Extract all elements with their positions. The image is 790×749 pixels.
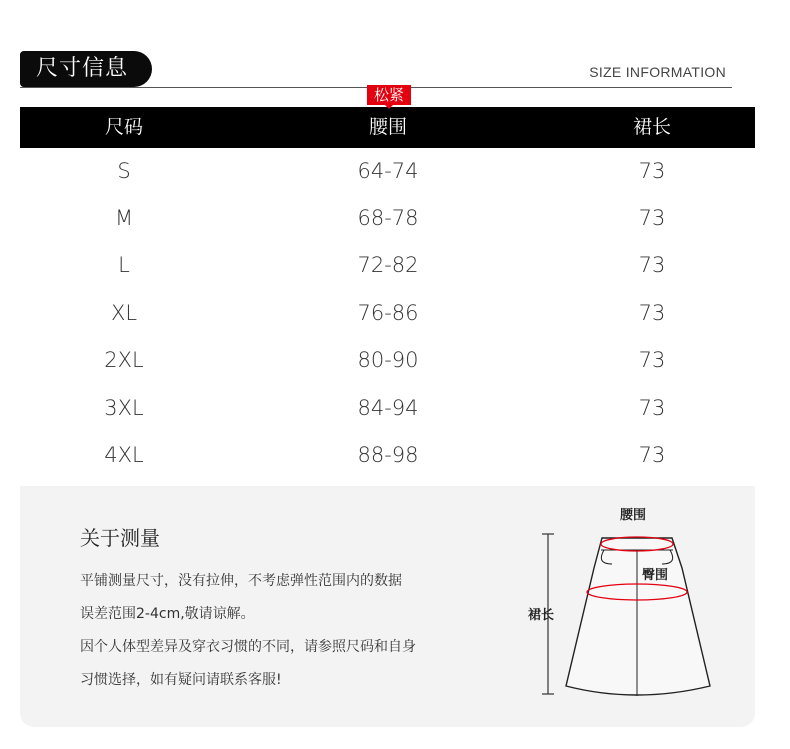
elastic-badge-pointer (384, 104, 394, 109)
note-line: 因个人体型差异及穿衣习惯的不同，请参照尺码和自身 (80, 639, 416, 655)
column-header-waist: 腰围 (368, 116, 408, 138)
section-subtitle-en: SIZE INFORMATION (589, 64, 726, 80)
table-row (20, 195, 755, 242)
elastic-badge: 松紧 (367, 85, 411, 105)
cell-size: 2XL (104, 348, 144, 372)
section-title: 尺寸信息 (20, 51, 152, 87)
cell-length: 73 (638, 396, 666, 420)
cell-waist: 72-82 (357, 253, 419, 277)
cell-length: 73 (638, 253, 666, 277)
cell-length: 73 (638, 159, 666, 183)
cell-size: M (114, 206, 134, 230)
hip-label: 臀围 (642, 568, 669, 583)
cell-waist: 64-74 (357, 159, 419, 183)
note-line: 平铺测量尺寸，没有拉伸，不考虑弹性范围内的数据 (80, 573, 402, 589)
cell-size: 3XL (104, 396, 144, 420)
table-row (20, 148, 755, 195)
cell-waist: 88-98 (357, 443, 419, 467)
cell-size: S (117, 159, 131, 183)
column-header-size: 尺码 (104, 116, 144, 138)
table-row (20, 290, 755, 337)
waist-label: 腰围 (620, 508, 647, 523)
cell-size: L (118, 253, 130, 277)
cell-waist: 76-86 (357, 301, 419, 325)
cell-length: 73 (638, 443, 666, 467)
table-row (20, 337, 755, 384)
cell-waist: 68-78 (357, 206, 419, 230)
cell-size: XL (110, 301, 138, 325)
cell-length: 73 (638, 301, 666, 325)
table-row (20, 432, 755, 479)
table-row (20, 242, 755, 289)
note-title: 关于测量 (80, 526, 160, 550)
cell-waist: 80-90 (357, 348, 419, 372)
skirt-diagram (526, 498, 746, 718)
cell-length: 73 (638, 348, 666, 372)
table-row (20, 385, 755, 432)
cell-size: 4XL (104, 443, 144, 467)
skirt-outline-icon (526, 498, 746, 718)
note-line: 误差范围2-4cm,敬请谅解。 (80, 606, 255, 622)
cell-length: 73 (638, 206, 666, 230)
measurement-note-panel (20, 486, 755, 727)
size-table-header (20, 107, 755, 148)
column-header-length: 裙长 (632, 116, 672, 138)
length-label: 裙长 (528, 608, 555, 623)
note-line: 习惯选择，如有疑问请联系客服! (80, 672, 282, 688)
cell-waist: 84-94 (357, 396, 419, 420)
